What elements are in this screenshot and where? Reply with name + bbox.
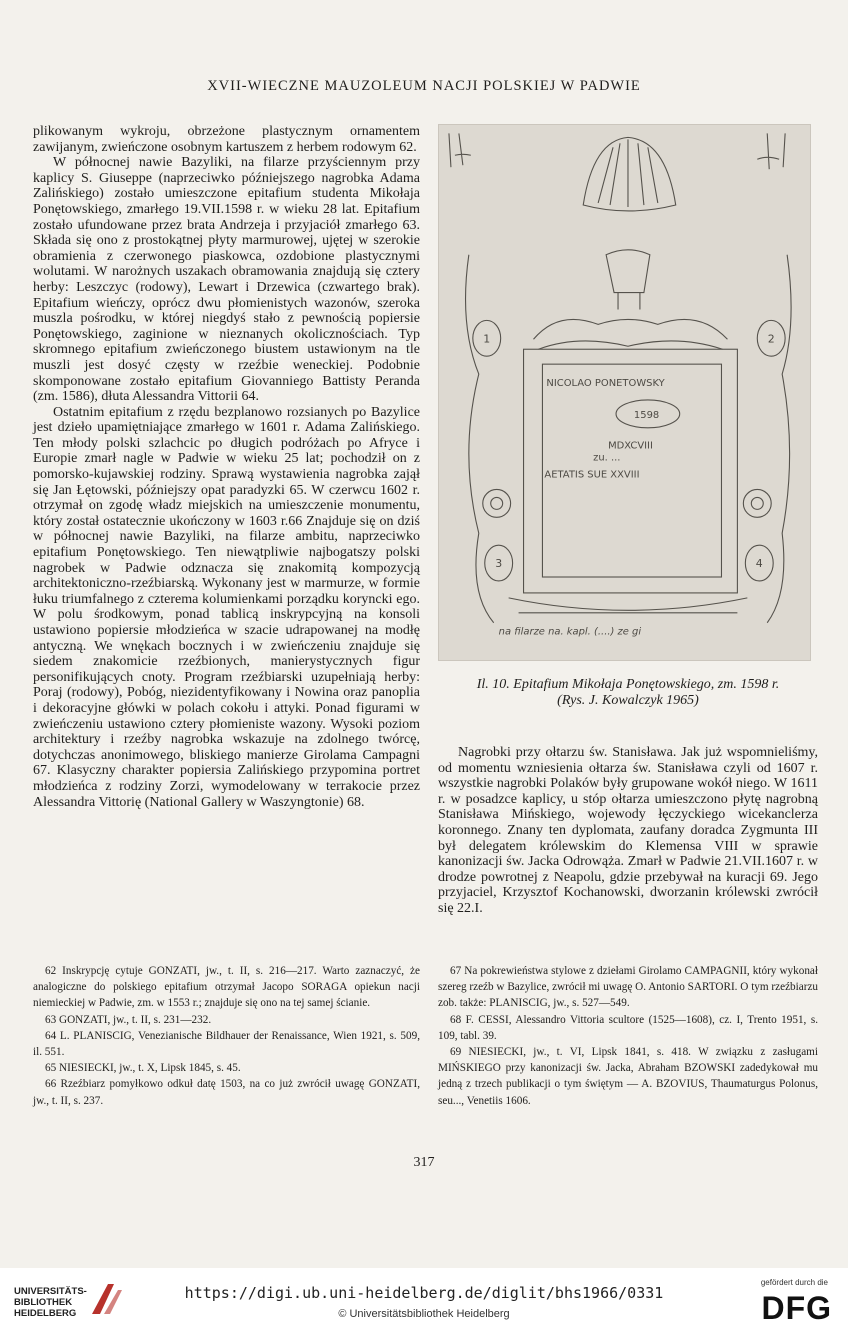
figure-drawing [438, 124, 811, 661]
right-vase-sketch [757, 133, 785, 169]
left-column [33, 124, 420, 810]
right-volute-line [767, 255, 791, 623]
footnote-62: 62 Inskrypcję cytuje GONZATI, jw., t. II, s. 216—217. Warto zaznaczyć, że analogiczne do polskiego epitafium otrzymał Jacopo SORAGA opiekun nacji niemieckiej w Padwie, zm. w 1553 r.; znajduje się ono na tej samej ścianie. [33, 965, 420, 1010]
left-paragraph-3: Ostatnim epitafium z rzędu bezplanowo rozsianych po Bazylice jest dzieło upamiętniające zmarłego w 1601 r. Adama Zalińskiego. Ten młody polski szlachcic po długich podróżach po Afryce i Europie zmarł nagle w Padwie w wieku 25 lat; pochodził on z pomorsko-kujawskiej rodziny. Sprawą wystawienia nagrobka zajął się Jan Łętowski, późniejszy opat paradyzki 65. W czerwcu 1602 r. otrzymał on zgodę władz miejskich na umieszczenie monumentu, który został ostatecznie ukończony w 1603 r.66 Znajduje się on dziś w północnej nawie Bazyliki, na filarze ambitu, naprzeciwko epitafium Ponętowskiego. Ten niewątpliwie najbogatszy polski nagrobek w Padwie odznacza się znakomitą kompozycją architektoniczno-rzeźbiarską. Wykonany jest w marmurze, w formie łuku triumfalnego z czterema kolumienkami porządku koryncki ego. W polu środkowym, ponad tablicą inskrypcyjną na konsoli ustawiono popiersie młodzieńca w szacie udrapowanej na modłę antyczną. We wnękach bocznych i w zwieńczeniu znajduje się siedem znakomicie rzeźbionych, manierystycznych figur personifikujących cnoty. Program rzeźbiarski uzupełniają herby: Poraj (rodowy), Pobóg, niezidentyfikowany i Nowina oraz panoplia i dekoracyjne główki w polach cokołu i attyki. Ponad figurami w zwieńczeniu ustawiono cztery płomieniste wazony. Wysoki poziom architektury i rzeźby nagrobka wskazuje na zdolnego twórcę, dotychczas anonimowego, bliskiego manierze Girolama Campagni 67. Klasyczny charakter popiersia Zalińskiego przypomina portret młodzieńca z rodziny Zorzi, wymodelowany w terrakocie przez Alessandra Vittorię (National Gallery w Waszyngtonie) 68. [33, 404, 420, 810]
footnote-69: 69 NIESIECKI, jw., t. VI, Lipsk 1841, s. 418. W związku z zasługami MIŃSKIEGO przy kanonizacji św. Jacka, Abraham BZOWSKI zadedykował mu jedną z trzech publikacji o tym świętym — A. BZOVIUS, Thaumaturgus Polonus, seu..., Venetiis 1606. [438, 1046, 818, 1107]
left-volute-line [466, 255, 494, 623]
footnotes-right [438, 963, 818, 1109]
left-paragraph-1: plikowanym wykroju, obrzeżone plastycznym ornamentem zawijanym, zwieńczone osobnym kartuszem z herbem rodowym 62. [33, 124, 420, 155]
page-number: 317 [413, 1155, 435, 1170]
pedestal-sketch [606, 250, 650, 293]
right-column [438, 745, 818, 917]
dfg-logo[interactable]: DFG [761, 1290, 832, 1326]
caption-line-2: (Rys. J. Kowalczyk 1965) [557, 693, 699, 708]
epitaph-sketch [439, 125, 810, 660]
library-logo-text[interactable]: UNIVERSITÄTS- BIBLIOTHEK HEIDELBERG [14, 1286, 87, 1319]
footnote-68: 68 F. CESSI, Alessandro Vittoria scultore (1525—1608), cz. I, Trento 1951, s. 109, tabl. 39. [438, 1013, 818, 1042]
shield-number-1: 1 [483, 332, 491, 346]
footnotes-left [33, 963, 420, 1109]
caption-line-1: Il. 10. Epitafium Mikołaja Ponętowskiego, zm. 1598 r. [476, 677, 780, 692]
footnote-64: 64 L. PLANISCIG, Venezianische Bildhauer der Renaissance, Wien 1921, s. 509, il. 551. [33, 1029, 420, 1059]
left-paragraph-2: W północnej nawie Bazyliki, na filarze przyściennym przy kaplicy S. Giuseppe (naprzeciwko późniejszego nagrobka Adama Zalińskiego) zostało umieszczone epitafium studenta Mikołaja Ponętowskiego, zmarłego 19.VII.1598 r. w wieku 28 lat. Epitafium zostało ufundowane przez brata Andrzeja i przyjaciół zmarłego 63. Składa się ono z prostokątnej płyty marmurowej, ujętej w szerokie obramienia z czerwonego piaskowca, ozdobione plastycznymi wolutami. W narożnych uszakach obramowania znajdują się cztery herby: Leszczyc (rodowy), Lewart i Drzewica (czwartego brak). Epitafium wieńczy, oprócz dwu płomienistych wazonów, szeroka muszla pośrodku, w której niegdyś stało z pewnością popiersie Ponętowskiego, zaginione w nieznanych okolicznościach. Typ skromnego epitafium zwieńczonego biustem ustawionym na tle muszli jest dosyć częsty w rzeźbie weneckiej. Podobnie skomponowane zostało epitafium Giovanniego Battisty Peranda (zm. 1586), dłuta Alessandra Vittorii 64. [33, 155, 420, 405]
permalink-url[interactable]: https://digi.ub.uni-heidelberg.de/diglit/bhs1966/0331 [184, 1284, 664, 1302]
running-head: XVII-WIECZNE MAUZOLEUM NACJI POLSKIEJ W PADWIE [207, 78, 641, 94]
inscription-line-4: zu. ... [593, 452, 621, 464]
funded-by-text: gefördert durch die [760, 1278, 828, 1287]
inscription-line-2: 1598 [633, 409, 660, 421]
shield-number-2: 2 [767, 332, 775, 346]
viewer-footer [0, 1268, 848, 1333]
figure-bottom-note: na filarze na. kapl. (....) ze gi [498, 626, 642, 638]
footnote-63: 63 GONZATI, jw., t. II, s. 231—232. [45, 1013, 212, 1026]
pediment-sketch [533, 319, 727, 339]
inscription-line-3: MDXCVIII [608, 440, 653, 452]
footnote-66: 66 Rzeźbiarz pomyłkowo odkuł datę 1503, na co już zwrócił uwagę GONZATI, jw., t. II, s. 237. [33, 1078, 420, 1107]
copyright-text: © Universitätsbibliothek Heidelberg [338, 1308, 510, 1320]
inscription-line-5: AETATIS SUE XXVIII [544, 469, 640, 481]
shield-number-3: 3 [495, 557, 503, 571]
shield-number-4: 4 [755, 557, 763, 571]
right-paragraph: Nagrobki przy ołtarzu św. Stanisława. Jak już wspomnieliśmy, od momentu wzniesienia ołtarza św. Stanisława czyli od 1607 r. wszystkie nagrobki Polaków były grupowane wokół niego. W 1611 r. w posadzce kaplicy, u stóp ołtarza umieszczono płytę nagrobną Stanisława Mińskiego, wojewody łęczyckiego wicekanclerza koronnego. Znany ten dyplomata, zaufany doradca Zygmunta III był delegatem królewskim do Klemensa VIII w sprawie kanonizacji św. Jacka Odrowąża. Zmarł w Padwie 21.VII.1607 r. w drodze powrotnej z Neapolu, gdzie przebywał na kuracji 69. Jego przyjaciel, Krzysztof Kochanowski, dworzanin królewski zwrócił się 22.I. [438, 745, 818, 916]
footnote-65: 65 NIESIECKI, jw., t. X, Lipsk 1845, s. 45. [45, 1062, 241, 1075]
inscription-line-1: NICOLAO PONETOWSKY [546, 378, 665, 390]
left-vase-sketch [449, 133, 471, 167]
footnote-67: 67 Na pokrewieństwa stylowe z dziełami Girolamo CAMPAGNII, który wykonał szereg rzeźb w Bazylice, zwrócił mi uwagę O. Antonio SARTORI. O tym rzeźbiarzu zob. także: PLANISCIG, jw., s. 527—549. [438, 965, 818, 1010]
shell-sketch [583, 137, 676, 211]
figure-caption [430, 677, 826, 709]
